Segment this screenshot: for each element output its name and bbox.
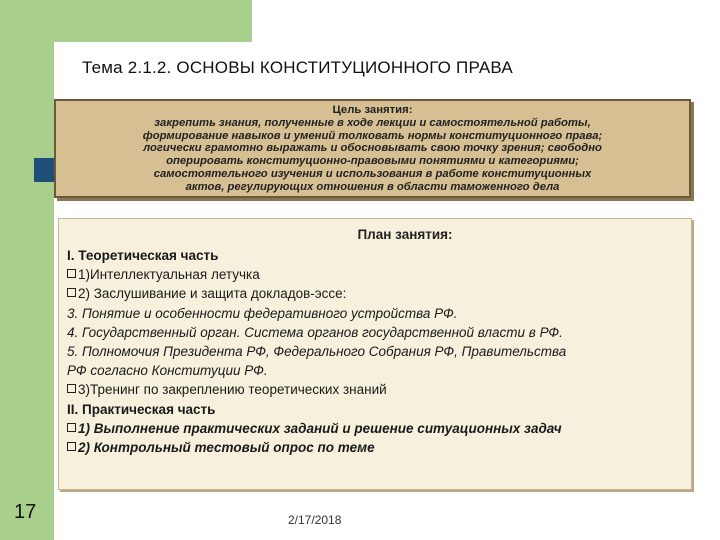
plan-item [67,342,683,361]
plan-item-text: II. Практическая часть [67,401,216,417]
goal-line: оперировать конституционно-правовыми понятиями и категориями; [166,155,579,168]
checkbox-bullet-icon [67,442,76,451]
checkbox-bullet-icon [67,384,76,393]
goal-line: самостоятельного изучения и использования в работе конституционных [153,167,592,180]
plan-box [58,218,692,490]
slide-number: 17 [14,501,37,523]
plan-item-text: 2) Контрольный тестовый опрос по теме [78,440,375,456]
plan-item-text: 5. Полномочия Президента РФ, Федерального Собрания РФ, Правительства [67,344,567,360]
checkbox-bullet-icon [67,269,76,278]
plan-item-text: 1)Интеллектуальная летучка [78,267,260,283]
plan-item [67,400,683,419]
plan-item [67,438,683,457]
plan-item [67,284,683,303]
plan-item [67,323,683,342]
plan-item-text: 3)Тренинг по закреплению теоретических знаний [78,382,387,398]
left-green-bar [0,0,54,540]
plan-item-text: 2) Заслушивание и защита докладов-эссе: [78,286,347,302]
goal-line: формирование навыков и умений толковать нормы конституционного права; [142,129,603,142]
plan-heading: План занятия: [357,227,453,242]
plan-item-text: I. Теоретическая часть [67,248,219,263]
checkbox-bullet-icon [67,423,76,432]
plan-item [67,380,683,399]
goal-box [54,99,691,198]
plan-content [67,227,683,457]
goal-heading: Цель занятия: [332,104,413,116]
goal-line: актов, регулирующих отношения в области таможенного дела [185,180,560,193]
plan-item [67,265,683,284]
goal-line: логически грамотно выражать и обосновывать свою точку зрения; свободно [143,142,602,155]
plan-item [67,304,683,323]
plan-item [67,361,683,380]
plan-item [67,246,683,265]
plan-item-text: 4. Государственный орган. Система органов государственной власти в РФ. [67,324,563,340]
top-green-block [54,0,252,42]
plan-list [67,246,683,457]
plan-item-text: 1) Выполнение практических заданий и решение ситуационных задач [78,420,562,436]
blue-accent-marker [34,158,54,182]
checkbox-bullet-icon [67,288,76,297]
plan-item [67,419,683,438]
plan-item-text: 3. Понятие и особенности федеративного устройства РФ. [67,305,458,321]
slide-title: Тема 2.1.2. ОСНОВЫ КОНСТИТУЦИОННОГО ПРАВА [82,58,513,77]
goal-line: закрепить знания, полученные в ходе лекции и самостоятельной работы, [154,116,591,129]
slide-date: 2/17/2018 [288,513,342,527]
plan-item-text: РФ согласно Конституции РФ. [67,363,268,379]
goal-text [56,104,689,194]
